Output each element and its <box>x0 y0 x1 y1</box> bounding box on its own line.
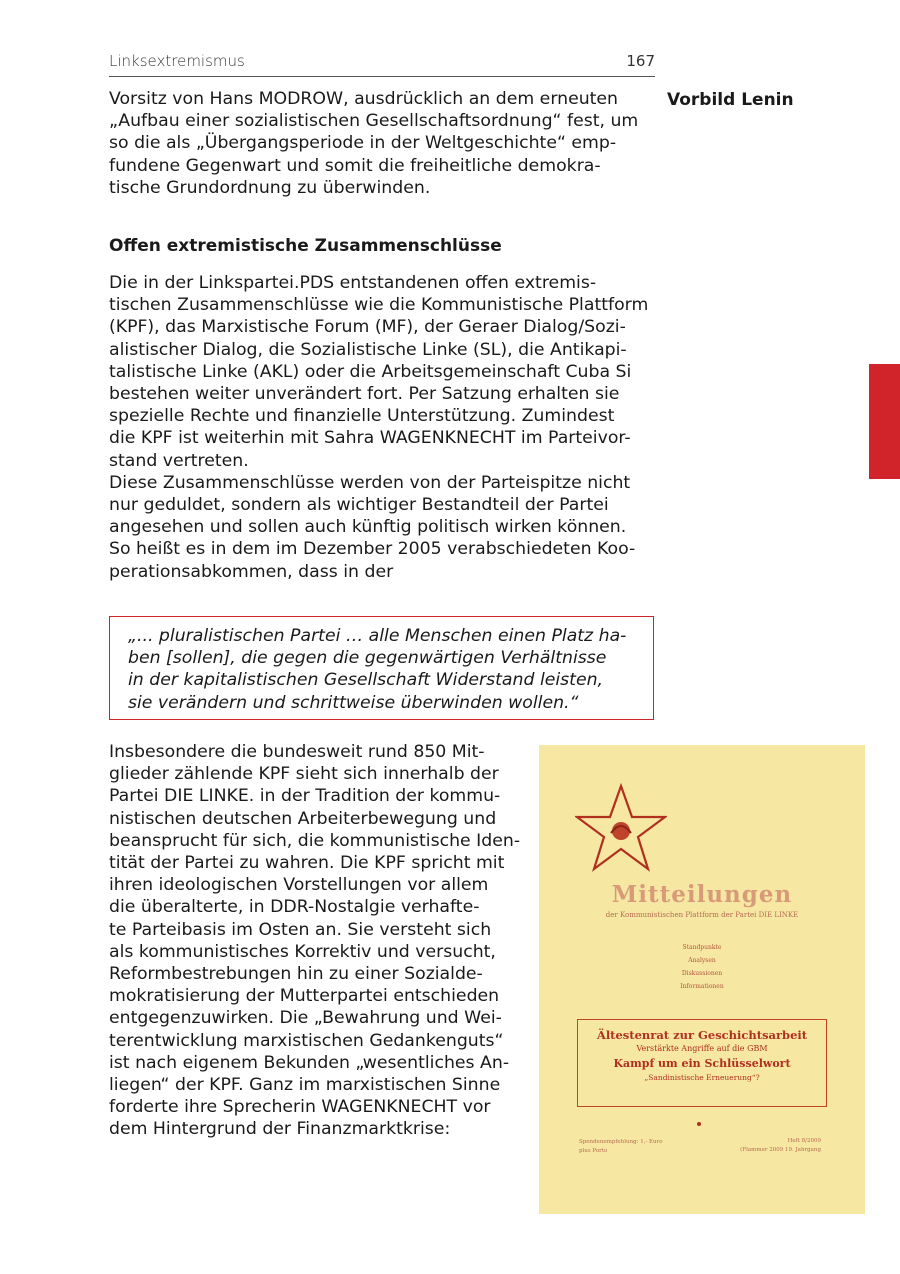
text-line: dem Hintergrund der Finanzmarktkrise: <box>109 1119 451 1140</box>
body-paragraph <box>109 272 648 583</box>
text-line: glieder zählende KPF sieht sich innerhalb der <box>109 764 499 785</box>
quote-line: in der kapitalistischen Gesellschaft Widerstand leisten, <box>128 670 604 691</box>
quote-line: sie verändern und schrittweise überwinden wollen.“ <box>128 692 579 713</box>
magazine-footer-line: plus Porto <box>579 1148 608 1154</box>
text-line: spezielle Rechte und finanzielle Unterstützung. Zumindest <box>109 406 615 427</box>
chapter-tab-marker <box>869 364 900 479</box>
text-line: Diese Zusammenschlüsse werden von der Parteispitze nicht <box>109 472 631 493</box>
text-line: perationsabkommen, dass in der <box>109 561 394 582</box>
text-line: alistischer Dialog, die Sozialistische Linke (SL), die Antikapi- <box>109 339 627 360</box>
text-line: beansprucht für sich, die kommunistische Iden- <box>109 830 521 851</box>
magazine-footer-line: (Flammer 2009 19. Jahrgang <box>740 1147 821 1153</box>
magazine-cover-image <box>539 745 865 1214</box>
column-paragraph <box>109 741 520 1141</box>
text-line: talistische Linke (AKL) oder die Arbeitsgemeinschaft Cuba Si <box>109 361 632 382</box>
text-line: als kommunistisches Korrektiv und versucht, <box>109 941 496 962</box>
text-line: te Parteibasis im Osten an. Sie versteht sich <box>109 919 492 940</box>
quote-line: ben [sollen], die gegen die gegenwärtigen Verhältnisse <box>128 648 607 669</box>
magazine-topic: Analysen <box>688 957 716 964</box>
text-line: so die als „Übergangsperiode in der Weltgeschichte“ emp- <box>109 133 617 154</box>
running-head <box>109 52 655 77</box>
text-line: forderte ihre Sprecherin WAGENKNECHT vor <box>109 1097 491 1118</box>
magazine-headline: Kampf um ein Schlüsselwort <box>613 1057 791 1070</box>
text-line: stand vertreten. <box>109 450 249 471</box>
text-line: ihren ideologischen Vorstellungen vor allem <box>109 875 489 896</box>
magazine-headline: Ältestenrat zur Geschichtsarbeit <box>596 1028 808 1042</box>
magazine-footer-line: Spendenempfehlung: 1,- Euro <box>579 1139 663 1145</box>
text-line: die überalterte, in DDR-Nostalgie verhafte- <box>109 897 480 918</box>
text-line: tität der Partei zu wahren. Die KPF spricht mit <box>109 853 505 874</box>
magazine-subtitle: der Kommunistischen Plattform der Partei DIE LINKE <box>605 911 799 919</box>
text-line: fundene Gegenwart und somit die freiheitliche demokra- <box>109 155 601 176</box>
text-line: So heißt es in dem im Dezember 2005 verabschiedeten Koo- <box>109 539 636 560</box>
text-line: Insbesondere die bundesweit rund 850 Mit- <box>109 742 485 762</box>
quote-text <box>128 625 626 714</box>
magazine-topic: Standpunkte <box>682 944 722 951</box>
magazine-footer-line: Heft 8/2009 <box>787 1138 821 1144</box>
text-line: Reformbestrebungen hin zu einer Sozialde- <box>109 964 483 985</box>
text-line: bestehen weiter unverändert fort. Per Satzung erhalten sie <box>109 384 620 405</box>
text-line: angesehen und sollen auch künftig politisch wirken können. <box>109 517 627 538</box>
magazine-topic: Diskussionen <box>681 970 723 977</box>
magazine-headline-box <box>577 1019 827 1107</box>
text-line: nur geduldet, sondern als wichtiger Bestandteil der Partei <box>109 495 609 516</box>
text-line: (KPF), das Marxistische Forum (MF), der Geraer Dialog/Sozi- <box>109 317 626 338</box>
page-number: 167 <box>626 52 655 70</box>
text-line: Die in der Linkspartei.PDS entstandenen offen extremis- <box>109 273 597 293</box>
running-head-title: Linksextremismus <box>109 52 245 70</box>
text-line: liegen“ der KPF. Ganz im marxistischen Sinne <box>109 1075 501 1096</box>
text-line: die KPF ist weiterhin mit Sahra WAGENKNECHT im Parteivor- <box>109 428 631 449</box>
magazine-footer-right <box>740 1137 821 1155</box>
text-line: Partei DIE LINKE. in der Tradition der kommu- <box>109 786 501 807</box>
magazine-headline: „Sandinistische Erneuerung“? <box>644 1073 760 1082</box>
text-line: Vorsitz von Hans MODROW, ausdrücklich an dem erneuten <box>109 89 619 109</box>
text-line: terentwicklung marxistischen Gedankenguts“ <box>109 1030 504 1051</box>
text-line: tischen Zusammenschlüsse wie die Kommunistische Plattform <box>109 295 649 316</box>
magazine-topic: Informationen <box>680 983 724 990</box>
text-line: ist nach eigenem Bekunden „wesentliches An- <box>109 1052 510 1073</box>
margin-heading: Vorbild Lenin <box>667 90 794 110</box>
section-heading: Offen extremistische Zusammenschlüsse <box>109 236 502 256</box>
intro-paragraph <box>109 88 638 199</box>
magazine-headline: Verstärkte Angriffe auf die GBM <box>636 1044 768 1053</box>
magazine-dot <box>697 1122 701 1126</box>
text-line: tische Grundordnung zu überwinden. <box>109 177 431 198</box>
text-line: mokratisierung der Mutterpartei entschieden <box>109 986 500 1007</box>
magazine-title: Mitteilungen <box>611 881 793 908</box>
red-star-icon <box>575 783 667 873</box>
quote-line: „... pluralistischen Partei … alle Menschen einen Platz ha- <box>128 626 627 646</box>
magazine-topics <box>539 941 865 993</box>
text-line: „Aufbau einer sozialistischen Gesellschaftsordnung“ fest, um <box>109 111 639 132</box>
text-line: nistischen deutschen Arbeiterbewegung und <box>109 808 497 829</box>
quote-box <box>109 616 654 720</box>
text-line: entgegenzuwirken. Die „Bewahrung und Wei- <box>109 1008 502 1029</box>
magazine-footer-left <box>579 1138 663 1156</box>
